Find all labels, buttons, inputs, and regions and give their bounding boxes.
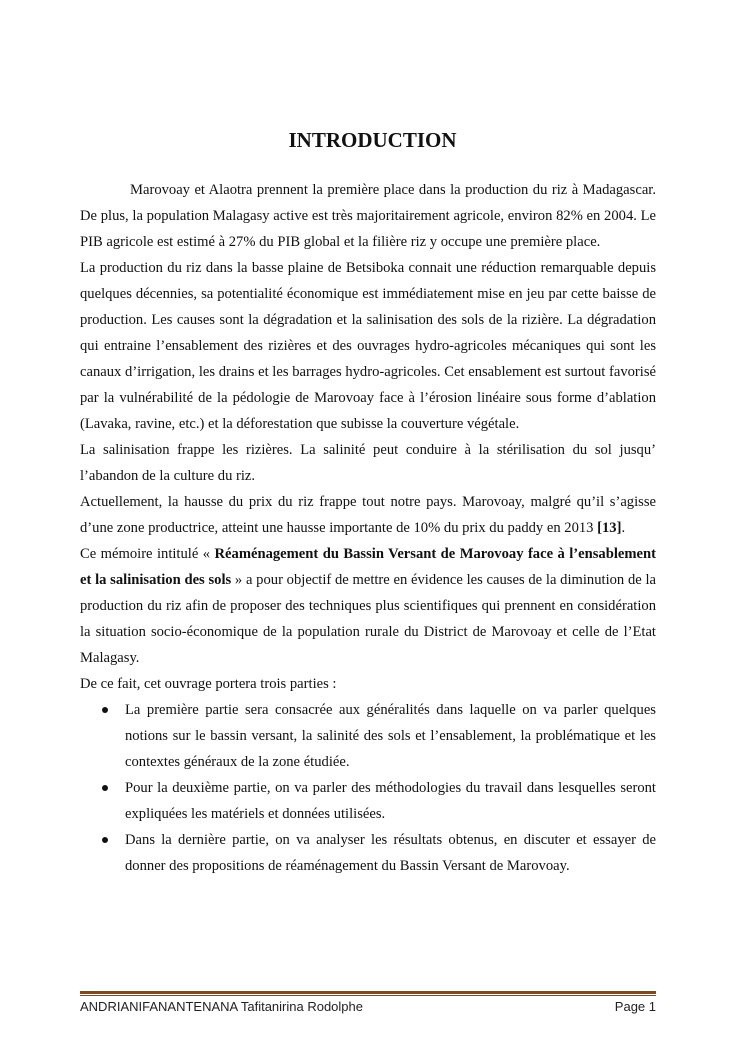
page-footer bbox=[80, 999, 656, 1014]
page-title: INTRODUCTION bbox=[288, 128, 457, 152]
list-item-text: Dans la dernière partie, on va analyser les résultats obtenus, en discuter et essayer de donner des propositions de réaménagement du Bassin Versant de Marovoay. bbox=[125, 832, 656, 874]
footer-page-number: Page 1 bbox=[614, 999, 656, 1014]
footer-divider bbox=[80, 991, 656, 994]
bullet-icon bbox=[102, 837, 108, 843]
paragraph-price bbox=[80, 489, 656, 541]
thesis-title: Réaménagement du Bassin Versant de Marovoay face à l’ensablement et la salinisation des sols bbox=[80, 546, 656, 588]
footer-author: ANDRIANIFANANTENANA Tafitanirina Rodolphe bbox=[80, 999, 363, 1014]
list-item bbox=[80, 697, 656, 775]
bullet-icon bbox=[102, 785, 108, 791]
paragraph-objective bbox=[80, 541, 656, 671]
price-text: Actuellement, la hausse du prix du riz frappe tout notre pays. Marovoay, malgré qu’il s’agisse d’une zone productrice, atteint une hausse importante de 10% du prix du paddy en 2013 bbox=[80, 494, 656, 536]
list-item-text: Pour la deuxième partie, on va parler des méthodologies du travail dans lesquelles seront expliquées les matériels et données utilisées. bbox=[125, 780, 656, 822]
footer-divider-thin bbox=[80, 995, 656, 996]
parts-intro: De ce fait, cet ouvrage portera trois parties : bbox=[80, 676, 337, 692]
price-end: . bbox=[621, 520, 626, 536]
bullet-icon bbox=[102, 707, 108, 713]
paragraph-production: La production du riz dans la basse plaine de Betsiboka connait une réduction remarquable depuis quelques décennies, sa potentialité économique est immédiatement mise en jeu par cette baisse de production. Les causes sont la dégradation et la salinisation des sols de la rizière. La dégradation qui entraine l’ensablement des rizières et des ouvrages hydro-agricoles mécaniques qui sont les canaux d’irrigation, les drains et les barrages hydro-agricoles. Cet ensablement est surtout favorisé par la vulnérabilité de la pédologie de Marovoay face à l’érosion linéaire sous forme d’ablation (Lavaka, ravine, etc.) et la déforestation que subisse la couverture végétale. bbox=[80, 260, 656, 432]
objective-lead: Ce mémoire intitulé « bbox=[80, 546, 215, 562]
list-item-text: La première partie sera consacrée aux généralités dans laquelle on va parler quelques notions sur le bassin versant, la salinité des sols et l’ensablement, la problématique et les contextes généraux de la zone étudiée. bbox=[125, 702, 656, 770]
list-item bbox=[80, 775, 656, 827]
document-body bbox=[80, 177, 656, 879]
paragraph-salinisation: La salinisation frappe les rizières. La salinité peut conduire à la stérilisation du sol jusqu’ l’abandon de la culture du riz. bbox=[80, 442, 656, 484]
reference-citation: [13] bbox=[597, 520, 622, 536]
paragraph-intro: Marovoay et Alaotra prennent la première place dans la production du riz à Madagascar. De plus, la population Malagasy active est très majoritairement agricole, environ 82% en 2004. Le PIB agricole est estimé à 27% du PIB global et la filière riz y occupe une première place. bbox=[80, 182, 656, 250]
parts-list bbox=[80, 697, 656, 879]
objective-rest: » a pour objectif de mettre en évidence les causes de la diminution de la production du riz afin de proposer des techniques plus scientifiques qui prennent en considération la situation socio-économique de la population rurale du District de Marovoay et celle de l’Etat Malagasy. bbox=[80, 572, 657, 666]
list-item bbox=[80, 827, 656, 879]
